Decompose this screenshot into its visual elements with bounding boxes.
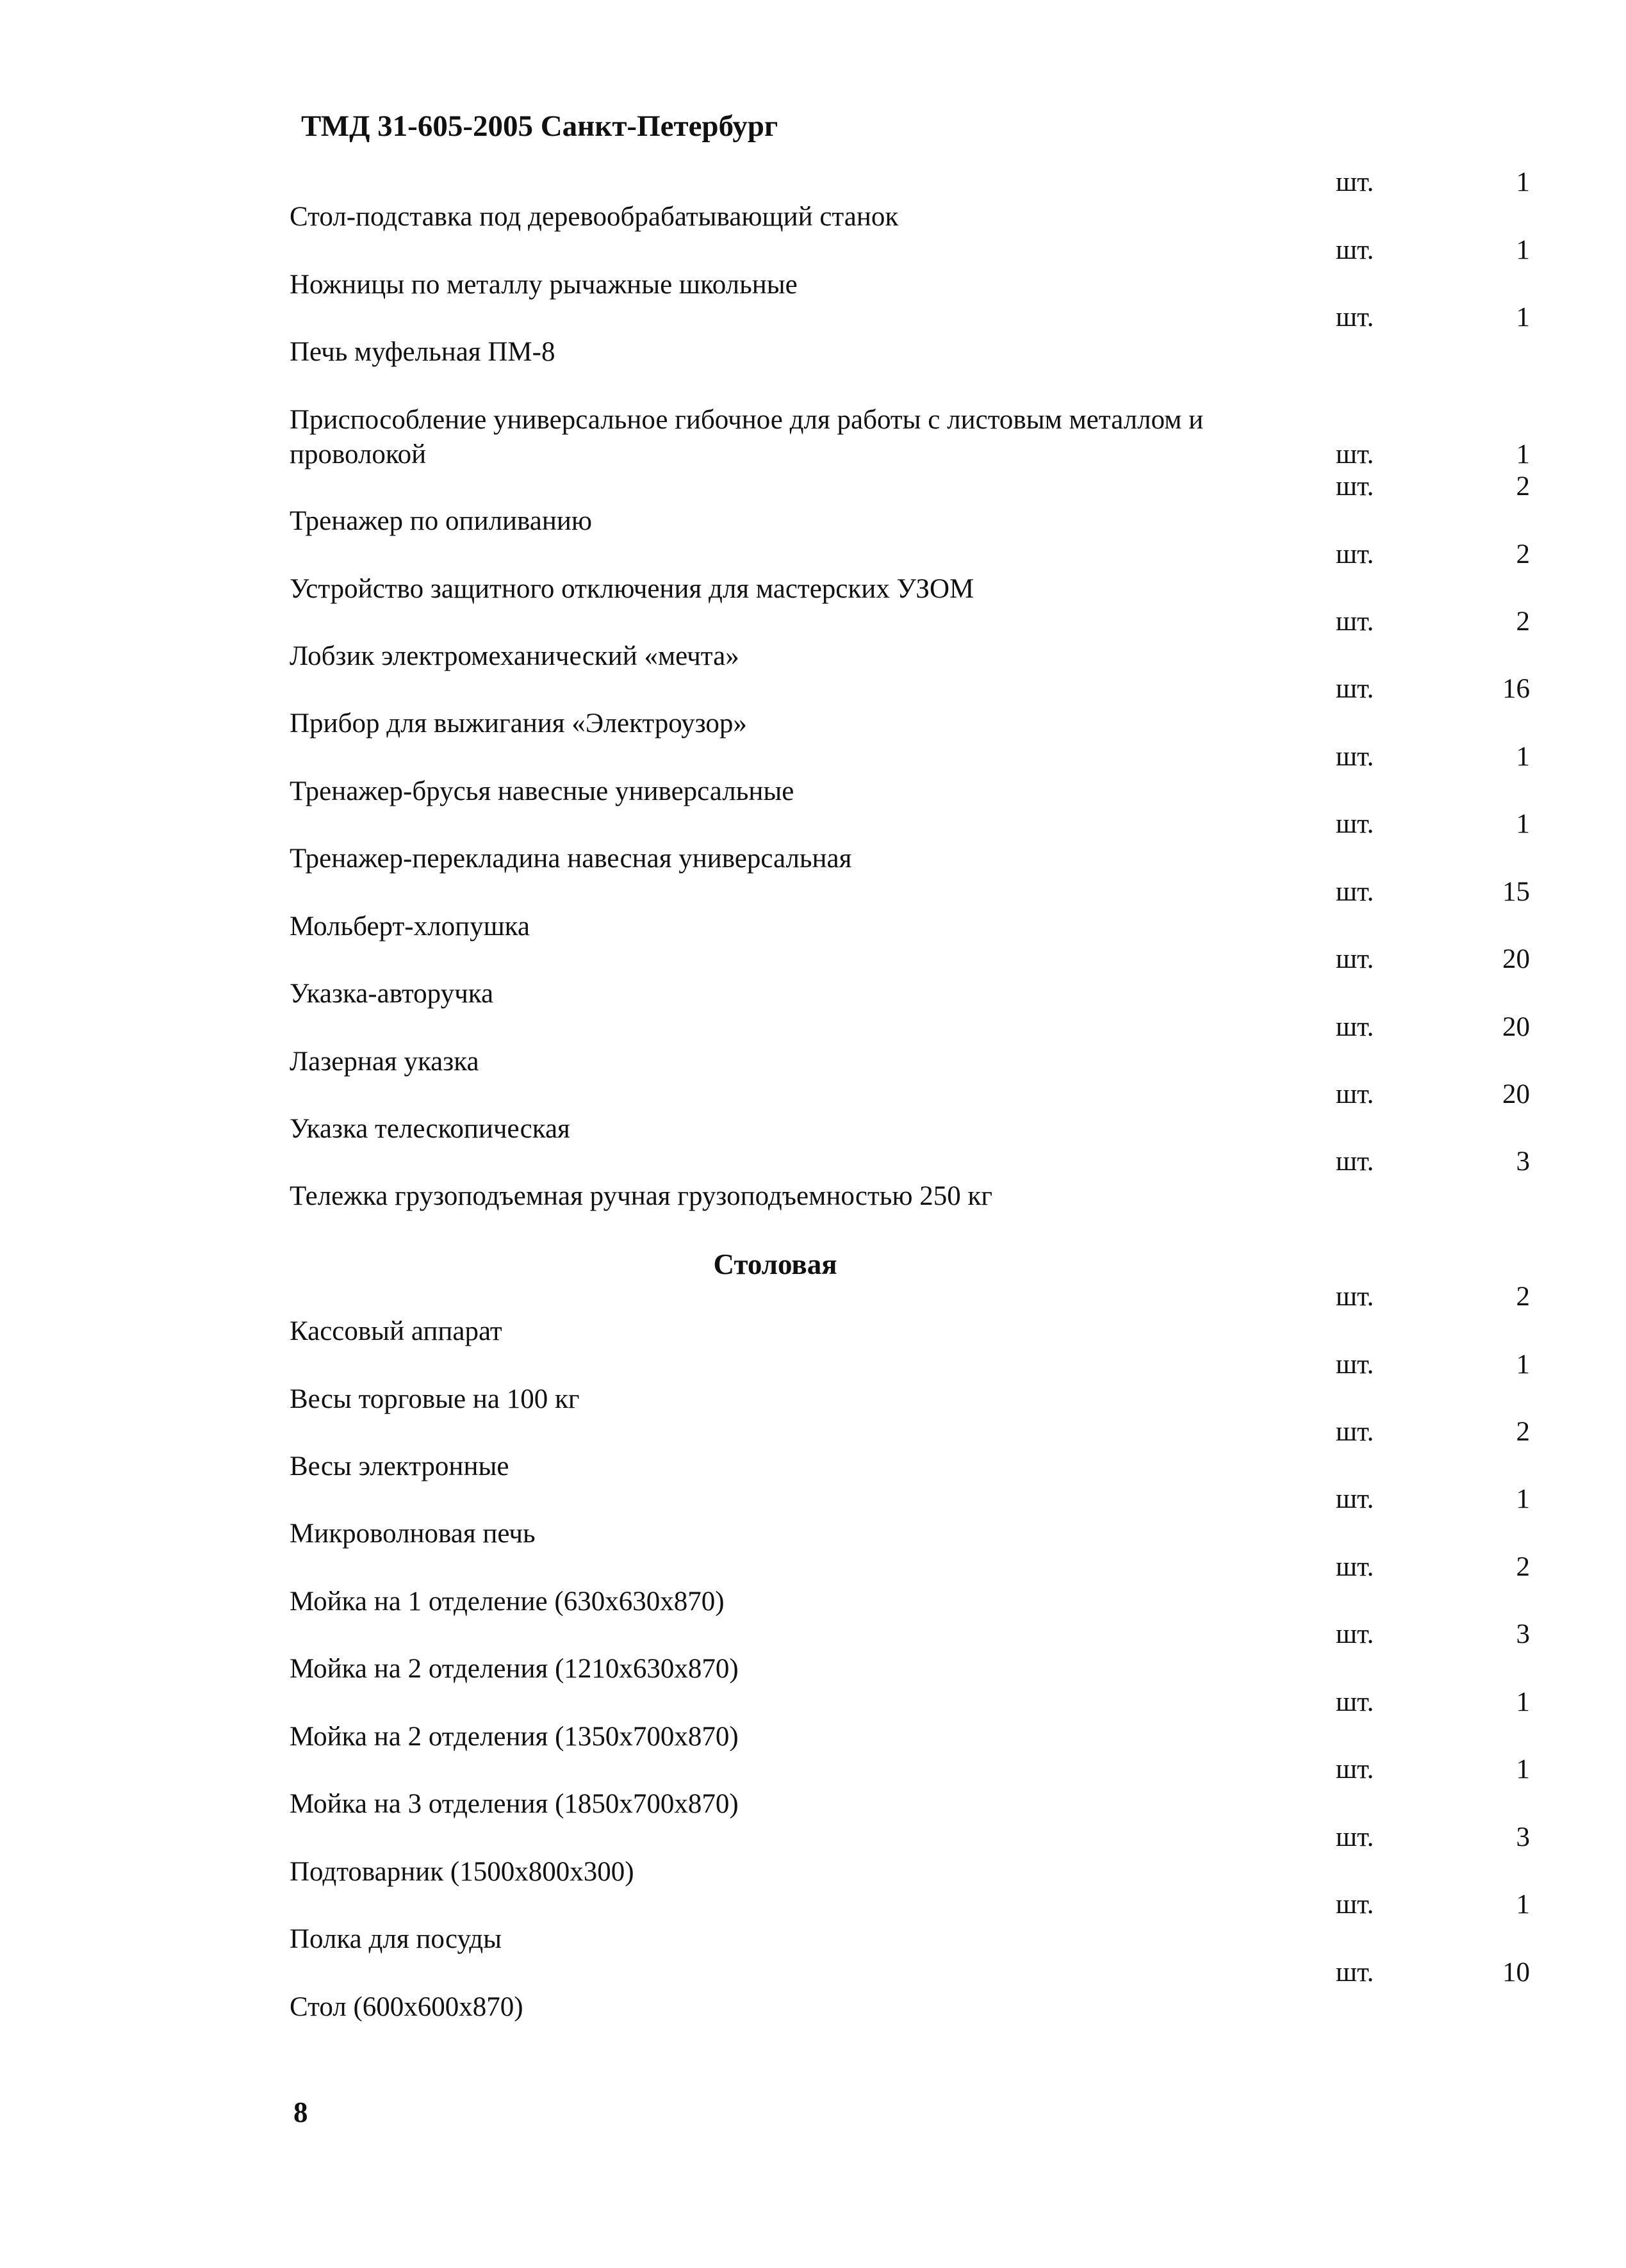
item-quantity: 1 [1516, 167, 1530, 197]
item-unit: шт. [1336, 674, 1374, 704]
item-unit: шт. [1336, 607, 1374, 637]
item-unit: шт. [1336, 1619, 1374, 1649]
item-name: Прибор для выжигания «Электроузор» [290, 708, 747, 738]
item-name: Весы электронные [290, 1451, 509, 1481]
item-unit: шт. [1336, 877, 1374, 907]
item-name: Указка телескопическая [290, 1114, 570, 1144]
item-unit: шт. [1336, 1146, 1374, 1177]
item-name: Лобзик электромеханический «мечта» [290, 641, 739, 671]
item-unit: шт. [1336, 1552, 1374, 1582]
item-name: Подтоварник (1500х800х300) [290, 1857, 634, 1887]
item-name: Мойка на 3 отделения (1850х700х870) [290, 1789, 739, 1819]
item-unit: шт. [1336, 471, 1374, 502]
item-quantity: 2 [1516, 1417, 1530, 1447]
item-unit: шт. [1336, 809, 1374, 839]
item-unit: шт. [1336, 1754, 1374, 1784]
item-quantity: 1 [1516, 235, 1530, 265]
item-name: Мольберт-хлопушка [290, 911, 530, 942]
item-unit: шт. [1336, 302, 1374, 332]
item-name: Лазерная указка [290, 1047, 479, 1077]
item-quantity: 20 [1502, 1079, 1530, 1109]
item-name: Стол-подставка под деревообрабатывающий станок [290, 202, 899, 232]
item-quantity: 1 [1516, 1889, 1530, 1920]
page-header-title: ТМД 31-605-2005 Санкт-Петербург [301, 110, 778, 143]
item-unit: шт. [1336, 742, 1374, 772]
item-name: Мойка на 2 отделения (1210х630х870) [290, 1654, 739, 1684]
item-name: Указка-авторучка [290, 979, 494, 1009]
item-name: Ножницы по металлу рычажные школьные [290, 270, 798, 300]
item-name: Тренажер по опиливанию [290, 506, 593, 536]
section-heading: Столовая [713, 1248, 837, 1280]
item-unit: шт. [1336, 1350, 1374, 1380]
item-unit: шт. [1336, 1012, 1374, 1042]
item-name: Стол (600х600х870) [290, 1992, 523, 2022]
item-name: Микроволновая печь [290, 1519, 536, 1549]
item-quantity: 1 [1516, 1754, 1530, 1784]
item-quantity: 20 [1502, 1012, 1530, 1042]
item-quantity: 2 [1516, 539, 1530, 569]
item-quantity: 1 [1516, 1687, 1530, 1717]
item-unit: шт. [1336, 1687, 1374, 1717]
item-unit: шт. [1336, 1079, 1374, 1109]
item-unit: шт. [1336, 1957, 1374, 1987]
item-unit: шт. [1336, 167, 1374, 197]
item-quantity: 1 [1516, 302, 1530, 332]
item-quantity: 1 [1516, 1484, 1530, 1514]
item-name: Устройство защитного отключения для мастерских УЗОМ [290, 574, 974, 604]
item-name: Тренажер-перекладина навесная универсальная [290, 844, 852, 874]
item-quantity: 3 [1516, 1146, 1530, 1177]
item-quantity: 2 [1516, 607, 1530, 637]
item-name: Кассовый аппарат [290, 1316, 502, 1346]
item-quantity: 15 [1502, 877, 1530, 907]
item-name: Печь муфельная ПМ-8 [290, 337, 555, 367]
list-item [0, 403, 1626, 472]
item-quantity: 2 [1516, 1552, 1530, 1582]
item-unit: шт. [1336, 1889, 1374, 1920]
item-unit: шт. [1336, 1417, 1374, 1447]
item-quantity: 1 [1516, 809, 1530, 839]
item-name: Весы торговые на 100 кг [290, 1384, 580, 1414]
item-unit: шт. [1336, 1484, 1374, 1514]
item-unit: шт. [1336, 439, 1374, 469]
item-quantity: 1 [1516, 439, 1530, 469]
item-name: Мойка на 2 отделения (1350х700х870) [290, 1722, 739, 1752]
item-quantity: 3 [1516, 1822, 1530, 1852]
item-quantity: 16 [1502, 674, 1530, 704]
item-quantity: 10 [1502, 1957, 1530, 1987]
item-name: Тренажер-брусья навесные универсальные [290, 776, 794, 806]
item-unit: шт. [1336, 539, 1374, 569]
item-quantity: 1 [1516, 1350, 1530, 1380]
item-unit: шт. [1336, 1822, 1374, 1852]
item-quantity: 2 [1516, 1282, 1530, 1312]
item-quantity: 1 [1516, 742, 1530, 772]
item-quantity: 2 [1516, 471, 1530, 502]
item-unit: шт. [1336, 1282, 1374, 1312]
item-name: Мойка на 1 отделение (630х630х870) [290, 1587, 725, 1617]
item-name: Приспособление универсальное гибочное для работы с листовым металлом и проволокой [290, 405, 1204, 469]
item-unit: шт. [1336, 944, 1374, 974]
item-name: Тележка грузоподъемная ручная грузоподъемностью 250 кг [290, 1181, 993, 1211]
page-number: 8 [293, 2096, 308, 2128]
item-quantity: 3 [1516, 1619, 1530, 1649]
item-quantity: 20 [1502, 944, 1530, 974]
item-unit: шт. [1336, 235, 1374, 265]
item-name: Полка для посуды [290, 1924, 502, 1954]
